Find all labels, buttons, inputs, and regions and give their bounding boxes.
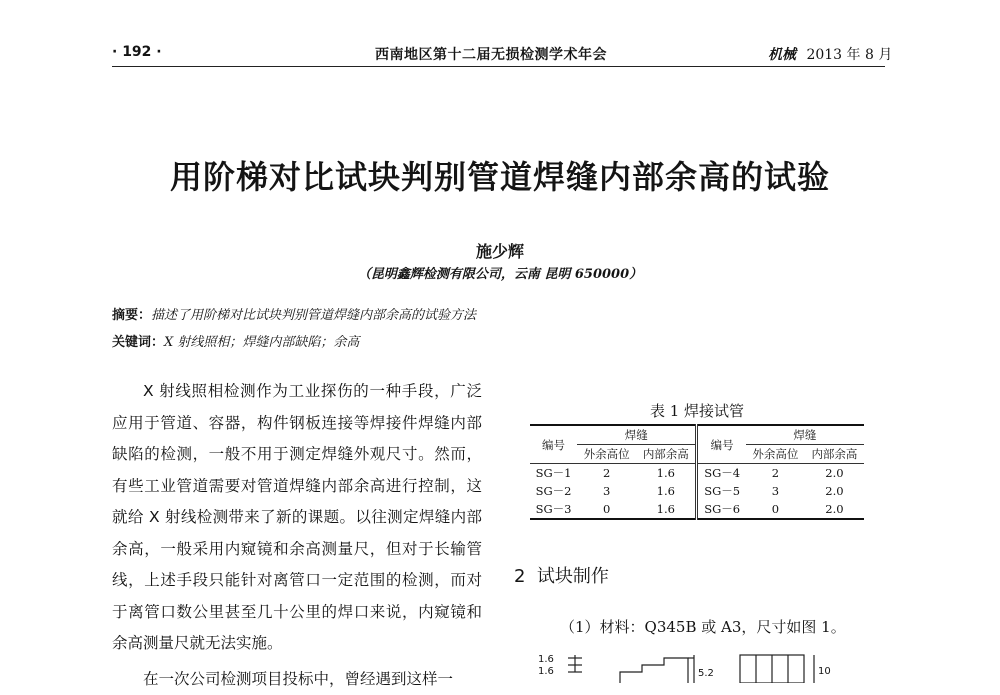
section-title: 试块制作 [537,566,609,587]
body-paragraph: X 射线照相检测作为工业探伤的一种手段，广泛应用于管道、容器，构件钢板连接等焊接件焊缝内部缺陷的检测，一般不用于测定焊缝外观尺寸。然而，有些工业管道需要对管道焊缝内部余高进行控制，这就给 X 射线检测带来了新的课题。以往测定焊缝内部余高，一般采用内窥镜和余高测量尺，但对于长输管线，上述手段只能针对离管口一定范围的检测，而对于离管口数公里甚至几十公里的焊口来说，内窥镜和余高测量尺就无法实施。 [112,376,482,660]
dimension-label: 1.6 [538,654,554,665]
col-header-inner: 内部余高 [805,445,864,464]
abstract [112,304,476,323]
materials-text: （1）材料：Q345B 或 A3，尺寸如图 1。 [560,616,846,637]
cell: 0 [746,500,805,519]
author-name: 施少辉 [0,239,1000,262]
weld-table [530,424,864,520]
paper-title: 用阶梯对比试块判别管道焊缝内部余高的试验 [0,152,1000,198]
cell: SG－1 [530,464,577,483]
cell: 2.0 [805,500,864,519]
abstract-text: 描述了用阶梯对比试块判别管道焊缝内部余高的试验方法 [151,308,476,323]
cell: SG－2 [530,482,577,500]
header-rule [112,66,885,67]
cell: 2 [577,464,636,483]
col-header-outer: 外余高位 [746,445,805,464]
conference-name: 西南地区第十二届无损检测学术年会 [375,44,607,64]
cell: 1.6 [636,482,697,500]
table-row [530,464,864,483]
section-number: 2 [514,566,525,587]
cell: SG－3 [530,500,577,519]
abstract-label: 摘要： [112,308,151,323]
cell: 2.0 [805,464,864,483]
keywords-label: 关键词： [112,335,164,350]
journal-name: 机械 [768,47,796,63]
col-header-id: 编号 [697,425,746,464]
col-header-group: 焊缝 [577,425,697,445]
cell: SG－5 [697,482,746,500]
page-number: · 192 · [112,44,162,60]
cell: 1.6 [636,500,697,519]
cell: 3 [746,482,805,500]
cell: SG－4 [697,464,746,483]
keywords [112,331,359,350]
dimension-label: 5.2 [698,668,714,679]
cell: SG－6 [697,500,746,519]
col-header-outer: 外余高位 [577,445,636,464]
cell: 2.0 [805,482,864,500]
dimension-label: 1.6 [538,666,554,677]
cell: 1.6 [636,464,697,483]
keywords-text: X 射线照相；焊缝内部缺陷；余高 [164,335,359,350]
section-heading [514,562,609,588]
table-caption: 表 1 焊接试管 [530,400,864,421]
col-header-group: 焊缝 [746,425,864,445]
table-row [530,500,864,519]
author-affiliation: （昆明鑫辉检测有限公司，云南 昆明 650000） [0,263,1000,282]
col-header-inner: 内部余高 [636,445,697,464]
journal-info [768,44,892,64]
body-left-column [112,376,482,695]
cell: 3 [577,482,636,500]
issue-date: 2013 年 8 月 [806,47,892,63]
cell: 2 [746,464,805,483]
table-row [530,482,864,500]
body-paragraph: 在一次公司检测项目投标中，曾经遇到这样一 [112,664,482,695]
col-header-id: 编号 [530,425,577,464]
dimension-label: 10 [818,666,831,677]
cell: 0 [577,500,636,519]
